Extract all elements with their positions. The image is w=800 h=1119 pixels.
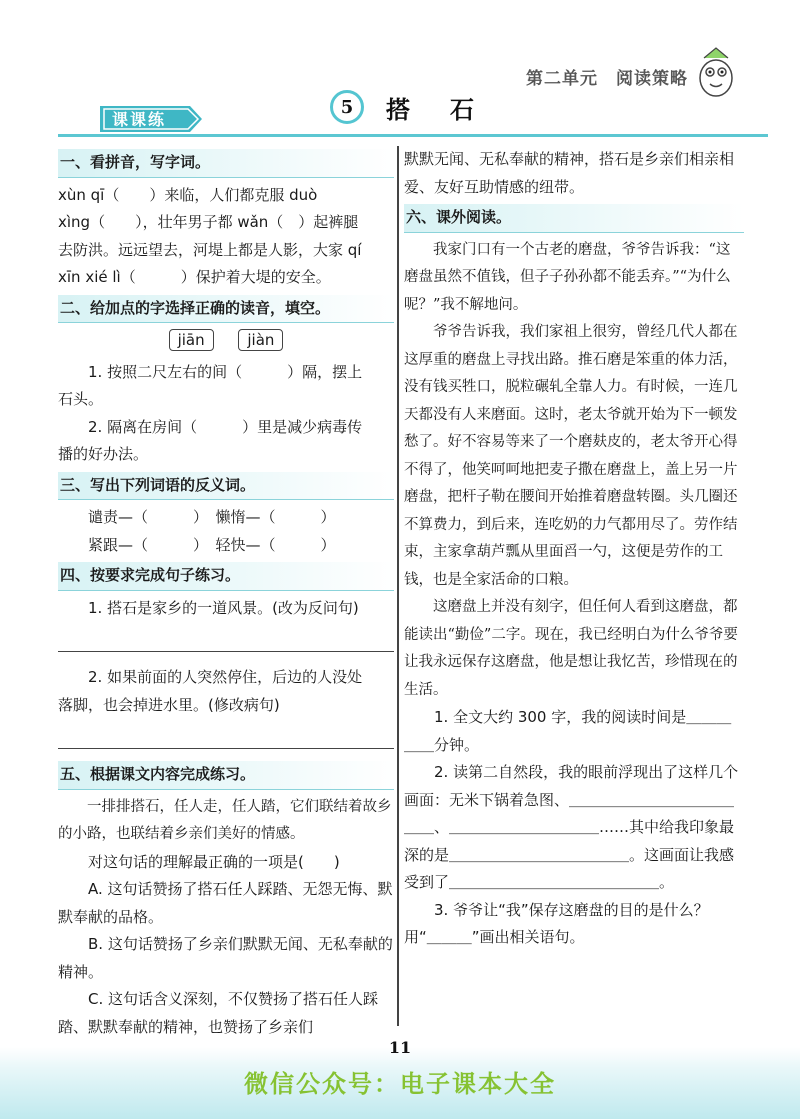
unit-label: 第二单元 阅读策略 [526,69,688,89]
s4-question-2b: 落脚，也会掉进水里。(修改病句) [58,695,280,714]
s2-item-2a: 2. 隔离在房间（ ）里是减少病毒传 [88,417,363,436]
left-column [58,146,394,1041]
s6-question-3: 3. 爷爷让“我”保存这磨盘的目的是什么？用“＿＿＿”画出相关语句。 [404,900,709,946]
s4-question-1: 1. 搭石是家乡的一道风景。(改为反问句) [88,598,359,617]
lesson-number: 5 [330,90,364,124]
s5-question: 对这句话的理解最正确的一项是( ) [88,852,340,871]
s1-line-2: xìng（ ），壮年男子都 wǎn（ ）起裤腿 [58,213,359,231]
watermark: 微信公众号：电子课本大全 [244,1070,556,1098]
s1-line-4: xīn xié lì（ ）保护着大堤的安全。 [58,268,331,286]
s1-line-3: 去防洪。远远望去，河堤上都是人影，大家 qí [58,240,362,259]
badge-label: 课课练 [112,110,167,129]
answer-line-1[interactable] [58,622,394,652]
s5-quote: 一排排搭石，任人走，任人踏，它们联结着故乡的小路，也联结着乡亲们美好的情感。 [58,798,392,842]
antonym-row-1: 谴责—（ ） 懒惰—（ ） [88,508,336,526]
antonym-row-2: 紧跟—（ ） 轻快—（ ） [88,535,336,554]
column-divider [397,146,399,1026]
s2-item-1b: 石头。 [58,390,104,408]
s2-item-1a: 1. 按照二尺左右的间（ ）隔，摆上 [88,362,363,381]
pinyin-option-1: jiān [169,329,214,351]
s6-question-2: 2. 读第二自然段，我的眼前浮现出了这样几个画面：无米下锅着急图、＿＿＿＿＿＿＿＿＿＿＿＿＿、＿＿＿＿＿＿＿＿＿＿……其中给我印象最深的是＿＿＿＿＿＿＿＿＿＿＿＿。这画面让我感受到了＿＿＿＿＿＿＿＿＿＿＿＿＿＿。 [404,763,739,891]
reading-paragraph-2: 爷爷告诉我，我们家祖上很穷，曾经几代人都在这厚重的磨盘上寻找出路。推石磨是笨重的体力活，没有钱买牲口，脱粒碾轧全靠人力。有时候，一连几天都没有人来磨面。这时，老太爷就开始为下一顿发愁了。好不容易等来了一个磨麸皮的，老太爷开心得不得了，他笑呵呵地把麦子撒在磨盘上，盖上另一片磨盘，把杆子勒在腰间开始推着磨盘转圈。头几圈还不算费力，到后来，连吃奶的力气都用尽了。劳作结束，主家拿葫芦瓢从里面舀一勺，这便是劳作的工钱，也是全家活命的口粮。 [404,324,738,588]
option-a: A. 这句话赞扬了搭石任人踩踏、无怨无悔、默默奉献的品格。 [58,880,393,926]
s6-question-1: 1. 全文大约 300 字，我的阅读时间是＿＿＿＿＿分钟。 [404,708,732,754]
lesson-title-block [330,90,514,124]
s4-question-2a: 2. 如果前面的人突然停住，后边的人没处 [88,668,363,686]
section-1-heading: 一、看拼音，写字词。 [58,149,394,178]
option-b: B. 这句话赞扬了乡亲们默默无闻、无私奉献的精神。 [58,935,393,981]
section-5-heading: 五、根据课文内容完成练习。 [58,761,394,790]
pinyin-option-2: jiàn [238,329,283,351]
option-c-continued: 默默无闻、无私奉献的精神，搭石是乡亲们相亲相爱、友好互助情感的纽带。 [404,150,735,196]
reading-paragraph-3: 这磨盘上并没有刻字，但任何人看到这磨盘，都能读出“勤俭”二字。现在，我已经明白为什么爷爷要让我永远保存这磨盘，他是想让我忆苦，珍惜现在的生活。 [404,599,738,698]
pinyin-options [58,327,394,355]
option-c: C. 这句话含义深刻，不仅赞扬了搭石任人踩踏、默默奉献的精神，也赞扬了乡亲们 [58,990,379,1036]
lesson-title: 搭石 [386,94,514,124]
section-2-heading: 二、给加点的字选择正确的读音，填空。 [58,295,394,324]
reading-paragraph-1: 我家门口有一个古老的磨盘，爷爷告诉我：“这磨盘虽然不值钱，但子子孙孙都不能丢弃。”“为什么呢？”我不解地问。 [404,241,731,313]
header-divider [58,134,768,137]
page-number: 11 [388,1038,412,1057]
section-6-heading: 六、课外阅读。 [404,204,744,233]
answer-line-2[interactable] [58,719,394,749]
section-4-heading: 四、按要求完成句子练习。 [58,562,394,591]
section-3-heading: 三、写出下列词语的反义词。 [58,472,394,501]
right-column [404,146,744,952]
s2-item-2b: 播的好办法。 [58,445,149,463]
s1-line-1: xùn qī（ ）来临，人们都克服 duò [58,185,318,204]
mascot-icon [694,44,738,100]
